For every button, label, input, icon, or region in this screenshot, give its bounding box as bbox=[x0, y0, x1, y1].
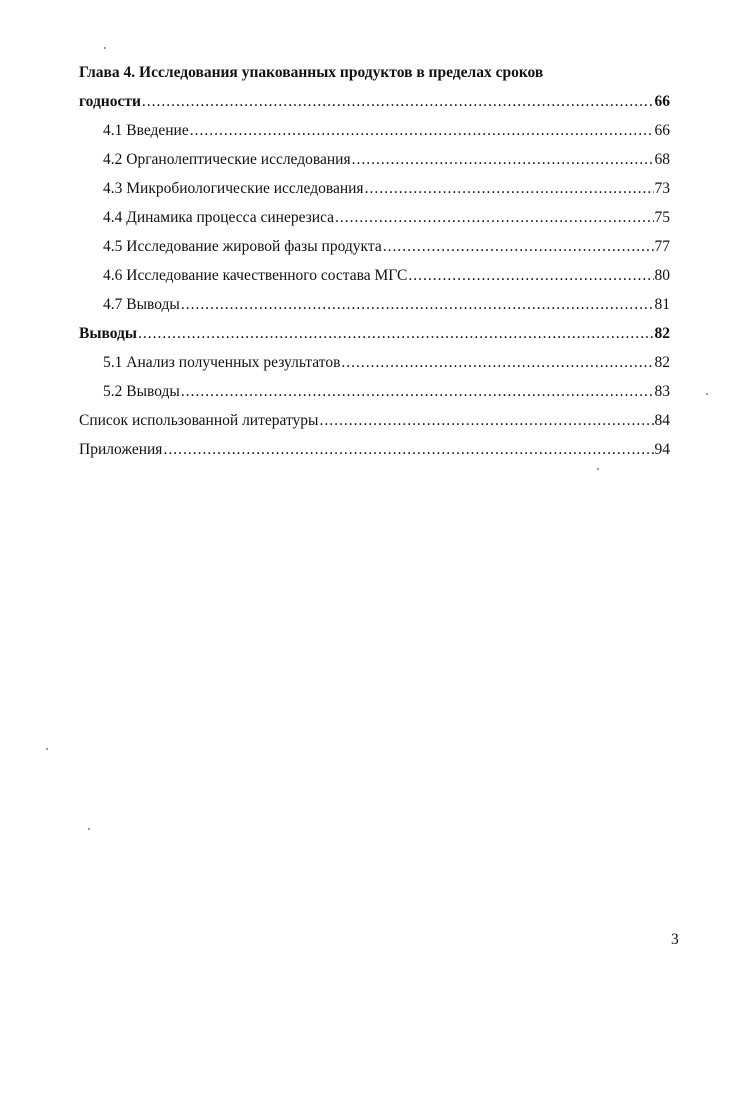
dot-leader bbox=[408, 261, 653, 290]
toc-entry-label: 4.5 Исследование жировой фазы продукта bbox=[103, 238, 382, 255]
toc-entry-label: Список использованной литературы bbox=[79, 412, 319, 429]
scan-speck bbox=[104, 47, 106, 49]
toc-entry-page: 84 bbox=[654, 412, 670, 429]
dot-leader bbox=[335, 203, 653, 232]
chapter-4-entry bbox=[79, 87, 670, 116]
dot-leader bbox=[365, 174, 654, 203]
toc-entry-4-3 bbox=[79, 174, 670, 203]
toc-entry-label: 4.3 Микробиологические исследования bbox=[103, 180, 364, 197]
scan-speck bbox=[88, 828, 90, 830]
toc-entry-label: 4.6 Исследование качественного состава МГС bbox=[103, 267, 408, 284]
chapter-4-title-cont: годности bbox=[79, 93, 141, 110]
dot-leader bbox=[138, 319, 654, 348]
dot-leader bbox=[341, 348, 653, 377]
toc-entry-label: 4.4 Динамика процесса синерезиса bbox=[103, 209, 335, 226]
dot-leader bbox=[352, 145, 654, 174]
table-of-contents bbox=[79, 58, 670, 464]
toc-entry-label: 4.7 Выводы bbox=[103, 296, 180, 313]
dot-leader bbox=[383, 232, 654, 261]
toc-entry-appendices bbox=[79, 435, 670, 464]
dot-leader bbox=[181, 290, 654, 319]
toc-entry-page: 68 bbox=[654, 151, 670, 168]
toc-entry-4-1 bbox=[79, 116, 670, 145]
toc-entry-references bbox=[79, 406, 670, 435]
toc-entry-label: Выводы bbox=[79, 325, 137, 342]
toc-entry-5-2 bbox=[79, 377, 670, 406]
dot-leader bbox=[142, 87, 654, 116]
toc-entry-4-2 bbox=[79, 145, 670, 174]
toc-entry-4-4 bbox=[79, 203, 670, 232]
dot-leader bbox=[181, 377, 654, 406]
toc-entry-5-1 bbox=[79, 348, 670, 377]
toc-entry-label: 4.2 Органолептические исследования bbox=[103, 151, 351, 168]
dot-leader bbox=[190, 116, 654, 145]
toc-entry-label: 5.2 Выводы bbox=[103, 383, 180, 400]
toc-entry-page: 82 bbox=[654, 354, 670, 371]
toc-entry-label: Приложения bbox=[79, 441, 163, 458]
scan-speck bbox=[46, 748, 48, 750]
chapter-4-title: Глава 4. Исследования упакованных продуктов в пределах сроков bbox=[79, 64, 544, 81]
toc-entry-4-5 bbox=[79, 232, 670, 261]
toc-entry-page: 83 bbox=[654, 383, 670, 400]
toc-entry-page: 66 bbox=[654, 122, 670, 139]
toc-entry-conclusions bbox=[79, 319, 670, 348]
toc-entry-4-7 bbox=[79, 290, 670, 319]
toc-entry-page: 94 bbox=[654, 441, 670, 458]
toc-entry-label: 5.1 Анализ полученных результатов bbox=[103, 354, 341, 371]
toc-entry-page: 82 bbox=[654, 325, 670, 342]
toc-entry-page: 77 bbox=[654, 238, 670, 255]
scan-speck bbox=[597, 468, 599, 470]
toc-entry-page: 81 bbox=[654, 296, 670, 313]
toc-entry-page: 75 bbox=[654, 209, 670, 226]
chapter-4-page: 66 bbox=[654, 93, 670, 110]
dot-leader bbox=[319, 406, 653, 435]
scan-speck bbox=[706, 393, 708, 395]
page-number: 3 bbox=[671, 931, 679, 948]
toc-entry-page: 73 bbox=[654, 180, 670, 197]
toc-entry-page: 80 bbox=[654, 267, 670, 284]
toc-entry-4-6 bbox=[79, 261, 670, 290]
dot-leader bbox=[163, 435, 653, 464]
toc-entry-label: 4.1 Введение bbox=[103, 122, 189, 139]
